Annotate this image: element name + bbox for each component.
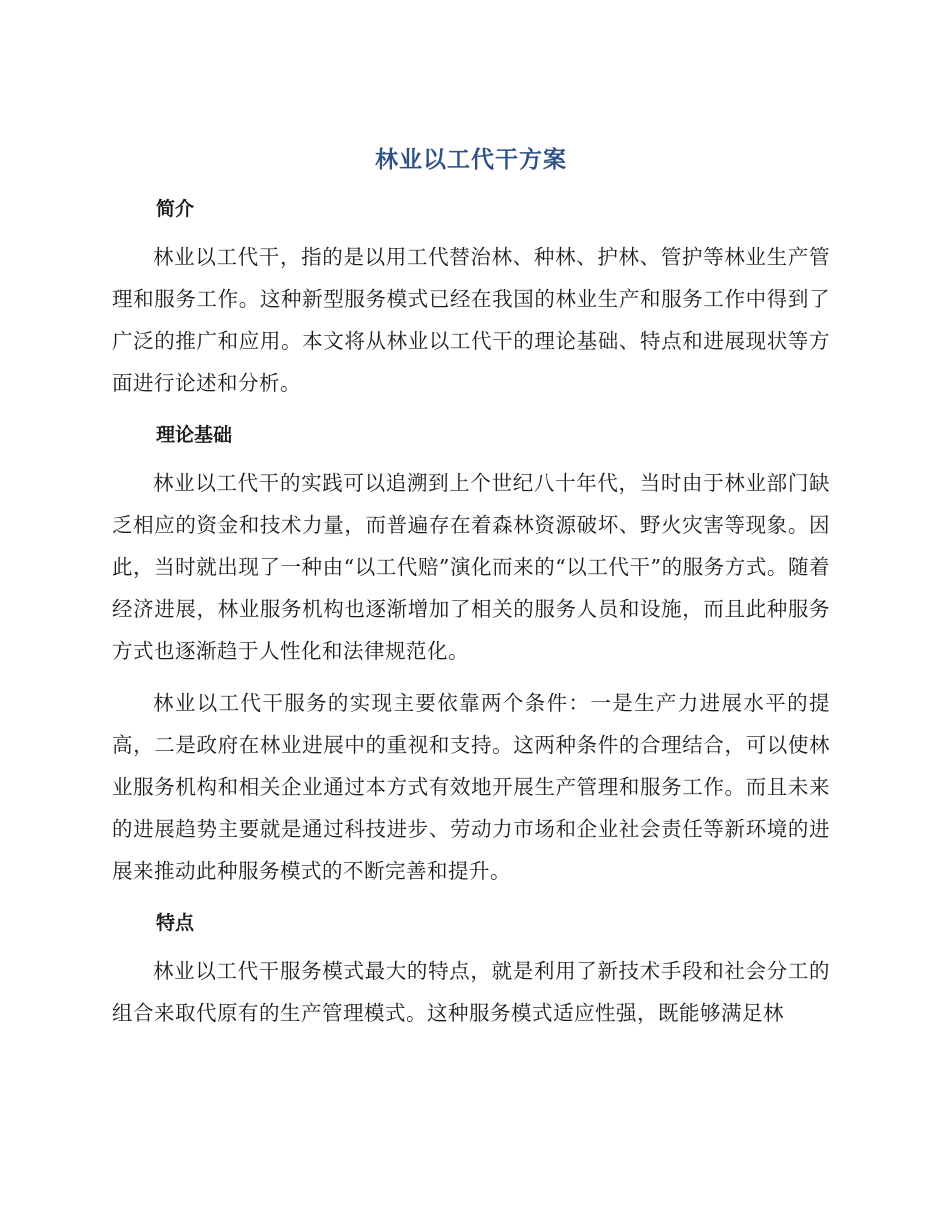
paragraph: 林业以工代干的实践可以追溯到上个世纪八十年代，当时由于林业部门缺乏相应的资金和技术力量，而普遍存在着森林资源破坏、野火灾害等现象。因此，当时就出现了一种由“以工代赔”演化而来的“以工代干”的服务方式。随着经济进展，林业服务机构也逐渐增加了相关的服务人员和设施，而且此种服务方式也逐渐趋于人性化和法律规范化。 (112, 471, 830, 663)
section-heading: 特点 (156, 912, 195, 934)
section-heading: 简介 (156, 198, 195, 220)
paragraph: 林业以工代干服务的实现主要依靠两个条件：一是生产力进展水平的提高，二是政府在林业进展中的重视和支持。这两种条件的合理结合，可以使林业服务机构和相关企业通过本方式有效地开展生产管理和服务工作。而且未来的进展趋势主要就是通过科技进步、劳动力市场和企业社会责任等新环境的进展来推动此种服务模式的不断完善和提升。 (112, 691, 830, 883)
document-title: 林业以工代干方案 (375, 147, 567, 173)
section-features (112, 906, 830, 1034)
section-intro (112, 192, 830, 404)
paragraph: 林业以工代干，指的是以用工代替治林、种林、护林、管护等林业生产管理和服务工作。这种新型服务模式已经在我国的林业生产和服务工作中得到了广泛的推广和应用。本文将从林业以工代干的理论基础、特点和进展现状等方面进行论述和分析。 (112, 245, 830, 395)
paragraph: 林业以工代干服务模式最大的特点，就是利用了新技术手段和社会分工的组合来取代原有的生产管理模式。这种服务模式适应性强，既能够满足林 (112, 959, 830, 1025)
section-theory (112, 418, 830, 892)
document-page (112, 138, 830, 1034)
section-heading: 理论基础 (156, 424, 233, 446)
